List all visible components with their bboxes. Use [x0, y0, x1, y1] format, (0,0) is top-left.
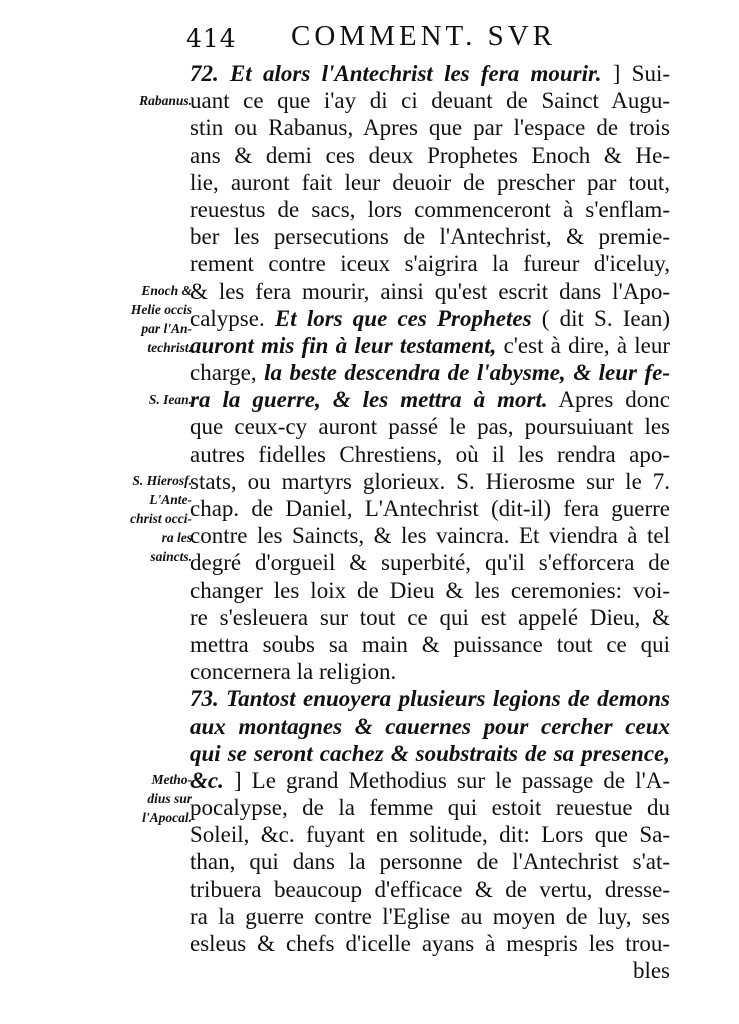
- roman-text: changer les loix de Dieu & les ceremonies: voi-: [190, 577, 670, 603]
- roman-text: degré d'orgueil & superbité, qu'il s'efforcera de: [190, 550, 670, 576]
- roman-text: ber les persecutions de l'Antechrist, & premie-: [190, 224, 670, 250]
- roman-text: concernera la religion.: [190, 659, 397, 685]
- roman-text: tribuera beaucoup d'efficace & de vertu, dresse-: [190, 876, 670, 902]
- text-line: [190, 278, 670, 305]
- roman-text: Apres donc: [547, 387, 670, 413]
- text-line: [190, 658, 670, 685]
- margin-note-line: saincts.: [150, 549, 192, 564]
- roman-text: re s'esleuera sur tout ce qui est appelé Dieu, &: [190, 604, 670, 630]
- margin-note-line: par l'An-: [141, 320, 192, 336]
- roman-text: rement contre iceux s'aigrira la fureur d'iceluy,: [190, 251, 670, 277]
- text-line: [190, 848, 670, 875]
- margin-note: [100, 90, 192, 112]
- text-line: [190, 876, 670, 903]
- text-line: [190, 441, 670, 468]
- text-line: [190, 413, 670, 440]
- page-header: [186, 20, 586, 56]
- text-line: [190, 468, 670, 495]
- margin-note: [100, 389, 192, 411]
- text-line: [190, 685, 670, 712]
- text-line: [190, 549, 670, 576]
- italic-text: auront mis fin à leur testament,: [190, 332, 497, 358]
- roman-text: uant ce que i'ay di ci deuant de Sainct Augu-: [190, 88, 670, 114]
- roman-text: than, qui dans la personne de l'Antechrist s'at-: [190, 849, 670, 875]
- roman-text: charge,: [190, 360, 265, 386]
- text-line: [190, 142, 670, 169]
- roman-text: pocalypse, de la femme qui estoit reuestue du: [190, 795, 670, 821]
- roman-text: ] Le grand Methodius sur le passage de l'A-: [223, 767, 670, 793]
- text-line: [190, 386, 670, 413]
- roman-text: Soleil, &c. fuyant en solitude, dit: Lors que Sa-: [190, 822, 670, 848]
- roman-text: ] Sui-: [601, 61, 670, 86]
- text-line: [190, 631, 670, 658]
- margin-note-line: l'Apocal.: [142, 810, 192, 826]
- text-line: [190, 794, 670, 821]
- margin-note-line: techrist.: [147, 339, 192, 355]
- margin-note-line: dius sur: [147, 791, 192, 807]
- roman-text: que ceux-cy auront passé le pas, poursuiuant les: [190, 414, 670, 440]
- margin-note: [100, 281, 192, 357]
- italic-text: 72. Et alors l'Antechrist les fera mourir.: [190, 61, 602, 86]
- text-line: [190, 767, 670, 794]
- text-line: [190, 114, 670, 141]
- italic-text: aux montagnes & cauernes pour cercher ceux: [190, 713, 670, 739]
- margin-note: [100, 770, 192, 827]
- roman-text: ( dit S. Iean): [531, 305, 670, 331]
- italic-text: 73. Tantost enuoyera plusieurs legions de demons: [190, 686, 670, 712]
- roman-text: calypse.: [190, 305, 275, 331]
- roman-text: & les fera mourir, ainsi qu'est escrit dans l'Apo-: [190, 278, 670, 304]
- roman-text: chap. de Daniel, L'Antechrist (dit-il) fera guerre: [190, 496, 670, 521]
- text-line: [190, 713, 670, 740]
- text-line: [190, 903, 670, 930]
- page-number: 414: [186, 24, 237, 53]
- text-line: [190, 223, 670, 250]
- margin-note-line: ra les: [161, 530, 192, 545]
- roman-text: lie, auront fait leur deuoir de prescher par tout,: [190, 169, 670, 195]
- margin-note-line: Helie occis: [130, 301, 192, 317]
- roman-text: esleus & chefs d'icelle ayans à mespris les trou-: [190, 931, 670, 956]
- text-line: [190, 957, 670, 984]
- running-head: COMMENT. SVR: [291, 20, 556, 52]
- text-line: [190, 930, 670, 957]
- roman-text: reuestus de sacs, lors commenceront à s'enflam-: [190, 196, 670, 222]
- italic-text: Et lors que ces Prophetes: [274, 305, 532, 331]
- text-line: [190, 169, 670, 196]
- margin-note-line: Enoch &: [141, 282, 192, 298]
- text-line: [190, 250, 670, 277]
- body-text: [190, 60, 670, 984]
- text-line: [190, 495, 670, 522]
- roman-text: contre les Saincts, & les vaincra. Et viendra à tel: [190, 523, 670, 549]
- roman-text: ra la guerre contre l'Eglise au moyen de luy, ses: [190, 903, 670, 929]
- text-line: [190, 522, 670, 549]
- margin-note-line: L'Ante-: [149, 492, 192, 507]
- roman-text: stats, ou martyrs glorieux. S. Hierosme sur le 7.: [190, 468, 670, 494]
- text-line: [190, 359, 670, 386]
- italic-text: &c.: [190, 767, 224, 793]
- text-line: [190, 740, 670, 767]
- italic-text: la beste descendra de l'abysme, & leur fe-: [264, 360, 670, 386]
- roman-text: mettra soubs sa main & puissance tout ce qui: [190, 631, 670, 657]
- italic-text: qui se seront cachez & soubstraits de sa presence,: [190, 740, 670, 766]
- roman-text: stin ou Rabanus, Apres que par l'espace de trois: [190, 115, 670, 141]
- text-line: [190, 332, 670, 359]
- margin-note: [100, 471, 192, 566]
- text-line: [190, 577, 670, 604]
- roman-text: autres fidelles Chrestiens, où il les rendra apo-: [190, 441, 670, 467]
- margin-note-line: S. Hierosf.: [132, 473, 192, 488]
- margin-note-line: S. Iean.: [148, 392, 192, 408]
- text-line: [190, 305, 670, 332]
- roman-text: bles: [632, 958, 670, 984]
- text-line: [190, 604, 670, 631]
- italic-text: ra la guerre, & les mettra à mort.: [190, 387, 548, 413]
- margin-note-line: christ occi-: [130, 511, 192, 526]
- roman-text: c'est à dire, à leur: [496, 332, 670, 358]
- roman-text: ans & demi ces deux Prophetes Enoch & He-: [190, 142, 670, 168]
- text-line: [190, 821, 670, 848]
- margin-note-line: Metho-: [151, 772, 192, 788]
- text-line: [190, 87, 670, 114]
- text-line: [190, 196, 670, 223]
- text-line: [190, 60, 670, 87]
- margin-note-line: Rabanus.: [139, 93, 192, 109]
